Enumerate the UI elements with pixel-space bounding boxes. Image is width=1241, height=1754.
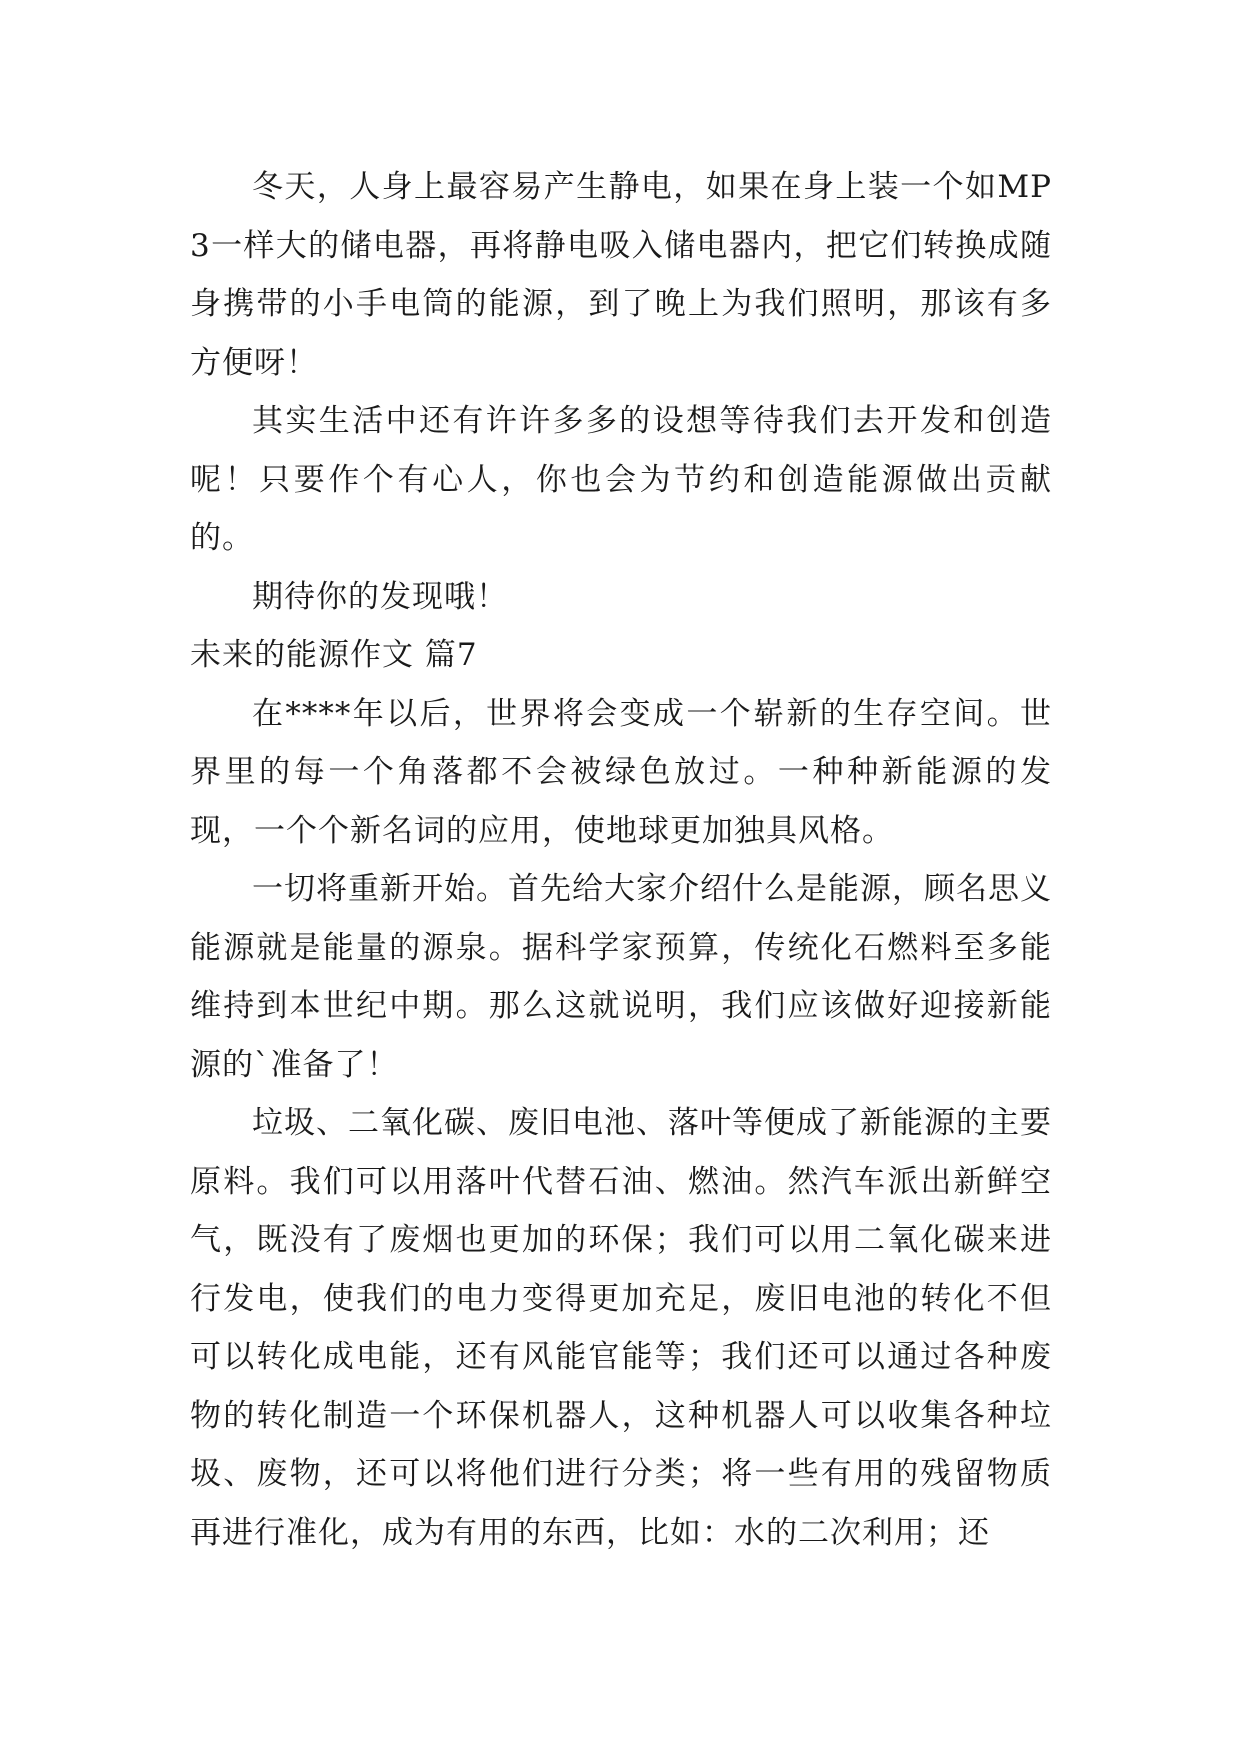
section-heading: 未来的能源作文 篇7 (190, 637, 478, 673)
paragraph-expectation: 期待你的发现哦！ (252, 578, 508, 615)
paragraph-energy-definition: 一切将重新开始。首先给大家介绍什么是能源，顾名思义能源就是能量的源泉。据科学家预算，传统化石燃料至多能维持到本世纪中期。那么这就说明，我们应该做好迎接新能源的`准备了！ (190, 871, 1052, 1083)
paragraph-raw-materials: 垃圾、二氧化碳、废旧电池、落叶等便成了新能源的主要原料。我们可以用落叶代替石油、燃油。然汽车派出新鲜空气，既没有了废烟也更加的环保；我们可以用二氧化碳来进行发电，使我们的电力变得更加充足，废旧电池的转化不但可以转化成电能，还有风能官能等；我们还可以通过各种废物的转化制造一个环保机器人，这种机器人可以收集各种垃圾、废物，还可以将他们进行分类；将一些有用的残留物质再进行准化，成为有用的东西，比如：水的二次利用；还 (190, 1105, 1052, 1551)
paragraph-new-world: 在****年以后，世界将会变成一个崭新的生存空间。世界里的每一个角落都不会被绿色放过。一种种新能源的发现，一个个新名词的应用，使地球更加独具风格。 (190, 695, 1052, 849)
paragraph-static-electricity: 冬天，人身上最容易产生静电，如果在身上装一个如MP3一样大的储电器，再将静电吸入储电器内，把它们转换成随身携带的小手电筒的能源，到了晚上为我们照明，那该有多方便呀！ (190, 169, 1052, 381)
paragraph-ideas: 其实生活中还有许许多多的设想等待我们去开发和创造呢！只要作个有心人，你也会为节约和创造能源做出贡献的。 (190, 403, 1052, 556)
document-body (190, 158, 1052, 1562)
